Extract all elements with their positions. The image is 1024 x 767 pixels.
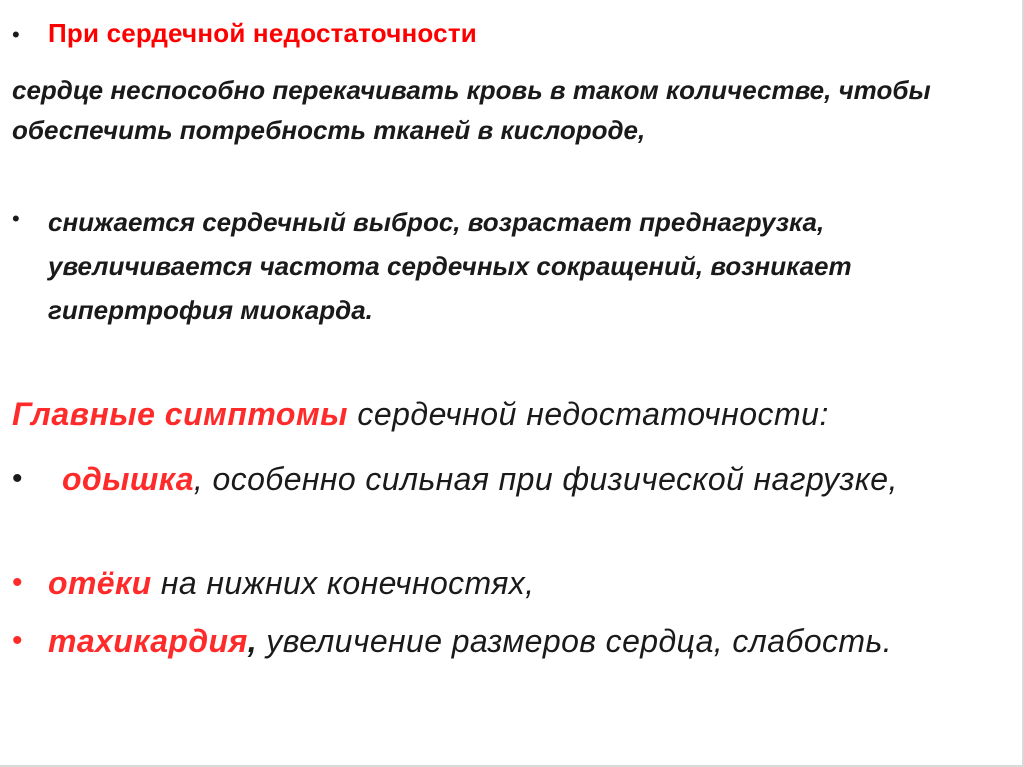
bullet-marker: • [12, 462, 23, 495]
bullet-marker: • [12, 566, 23, 599]
symptom-description: , особенно сильная при физической нагрузке, [193, 461, 898, 497]
symptom-item [48, 618, 988, 664]
sub-bullet-text: снижается сердечный выброс, возрастает преднагрузка, увеличивается частота сердечных сокращений, возникает гипертрофия миокарда. [48, 207, 852, 325]
symptoms-heading-rest: сердечной недостаточности: [347, 396, 829, 432]
bullet-marker: • [12, 624, 23, 657]
symptom-description: увеличение размеров сердца, слабость. [257, 623, 892, 659]
symptom-comma: , [247, 623, 258, 659]
symptom-item [48, 560, 988, 606]
symptom-item [48, 456, 1002, 502]
symptom-name: одышка [62, 461, 194, 497]
symptom-name: отёки [48, 565, 152, 601]
intro-paragraph: сердце неспособно перекачивать кровь в таком количестве, чтобы обеспечить потребность тканей в кислороде, [12, 75, 931, 145]
symptoms-heading [12, 396, 829, 433]
symptom-name: тахикардия [48, 623, 248, 659]
bullet-marker: • [12, 206, 20, 231]
section-title: При сердечной недостаточности [48, 18, 477, 48]
symptom-description: на нижних конечностях, [151, 565, 535, 601]
bullet-marker: • [12, 22, 20, 47]
symptoms-heading-highlight: Главные симптомы [12, 396, 348, 432]
